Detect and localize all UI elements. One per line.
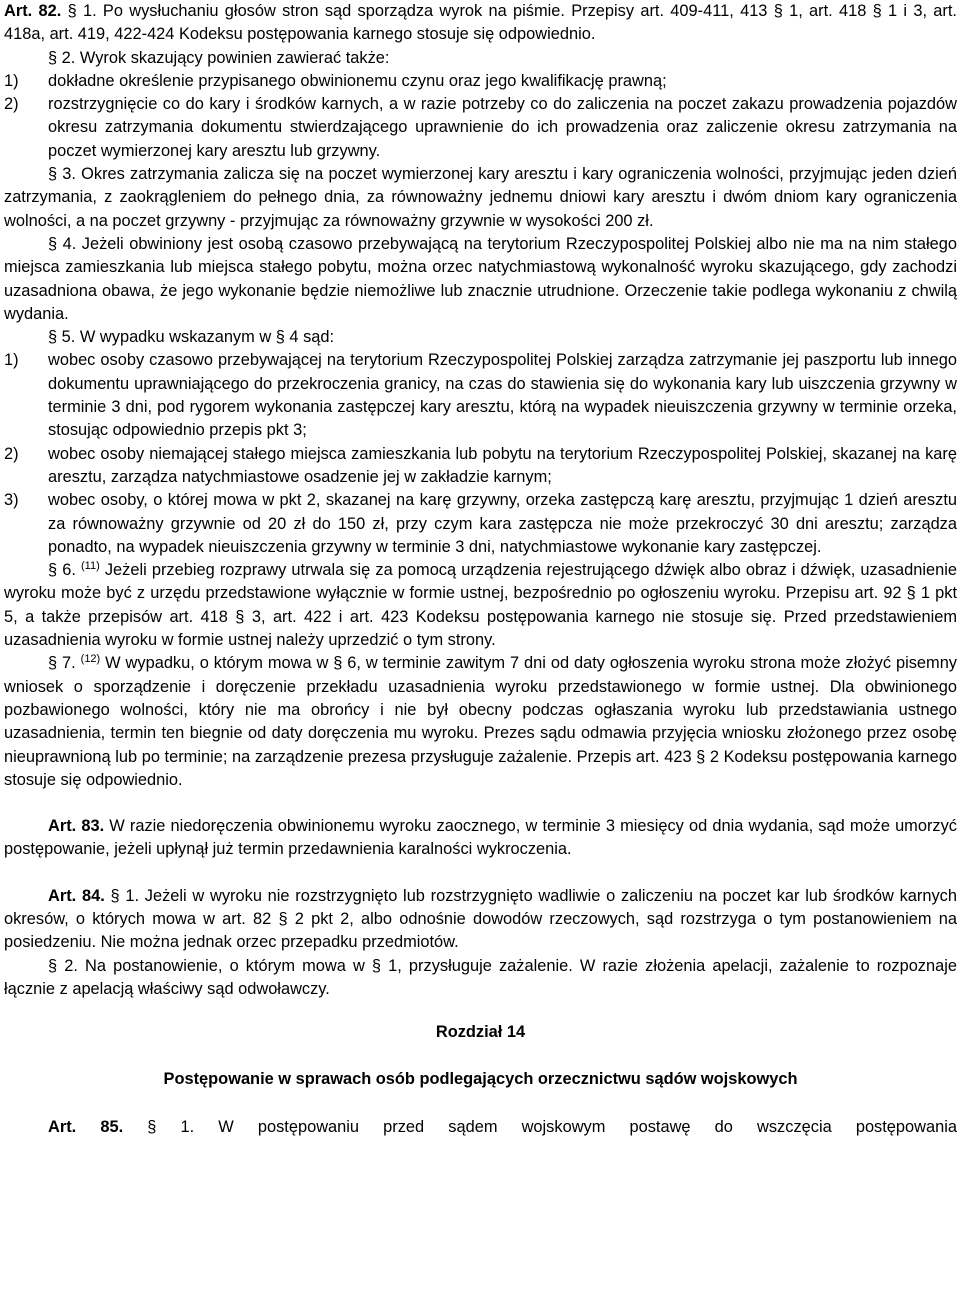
item-number: 2): [4, 95, 19, 114]
list-item: [4, 443, 957, 490]
paragraph-text: § 1. Jeżeli w wyroku nie rozstrzygnięto lub rozstrzygnięto wadliwie o zaliczeniu na poczet kar lub środków karnych okresów, o których mowa w art. 82 § 2 pkt 2, albo odnośnie dowodów rzeczowych, sąd rozstrzyga o tym postanowieniem na posiedzeniu. Nie można jednak orzec przepadku przedmiotów.: [4, 886, 957, 952]
art-82-par-7: [4, 652, 957, 792]
item-number: 2): [4, 444, 19, 463]
item-text: rozstrzygnięcie co do kary i środków karnych, a w razie potrzeby co do zaliczenia na poczet zakazu prowadzenia pojazdów okresu zatrzymania dokumentu stwierdzającego uprawnienie do ich prowadzenia oraz zaliczenie okresu zatrzymania na poczet wymierzonej kary aresztu lub grzywny.: [48, 95, 957, 160]
article-heading: Art. 82.: [4, 2, 62, 20]
footnote-ref: (12): [80, 653, 101, 666]
list-item: [4, 349, 957, 442]
item-text: wobec osoby niemającej stałego miejsca zamieszkania lub pobytu na terytorium Rzeczypospolitej Polskiej, skazanej na karę aresztu, zarządza natychmiastowe osadzenie jej w zakładzie karnym;: [48, 444, 957, 486]
paragraph-text: Jeżeli przebieg rozprawy utrwala się za pomocą urządzenia rejestrującego dźwięk albo obraz i dźwięk, uzasadnienie wyroku może być z urzędu przedstawione wyłącznie w formie ustnej, bezpośrednio po ogłoszeniu wyroku. Przepisu art. 92 § 1 pkt 5, a także przepisów art. 418 § 3, art. 422 i art. 423 Kodeksu postępowania karnego nie stosuje się. Przed przedstawieniem uzasadnienia wyroku w formie ustnej należy uprzedzić o tym strony.: [4, 561, 958, 650]
art-82-par-6: [4, 559, 957, 652]
article-heading: Art. 84.: [48, 886, 105, 905]
paragraph-text: W razie niedoręczenia obwinionemu wyroku zaocznego, w terminie 3 miesięcy od dnia wydania, sąd może umorzyć postępowanie, jeżeli upłynął już termin przedawnienia karalności wykroczenia.: [4, 817, 957, 859]
item-number: 3): [4, 491, 19, 510]
paragraph-text: § 1. Po wysłuchaniu głosów stron sąd sporządza wyrok na piśmie. Przepisy art. 409-411, 413 § 1, art. 418 § 1 i 3, art. 418a, art. 419, 422-424 Kodeksu postępowania karnego stosuje się odpowiednio.: [4, 2, 957, 44]
item-text: wobec osoby, o której mowa w pkt 2, skazanej na karę grzywny, orzeka zastępczą karę aresztu, przyjmując 1 dzień aresztu za równoważny grzywnie od 20 zł do 150 zł, przy czym kara zastępcza nie może przekroczyć 30 dni aresztu; zarządza ponadto, na wypadek nieuiszczenia grzywny w terminie 3 dni, natychmiastowe wykonanie kary zastępczej.: [48, 491, 957, 556]
paragraph-label: § 7.: [48, 654, 76, 673]
paragraph-text: W wypadku, o którym mowa w § 6, w terminie zawitym 7 dni od daty ogłoszenia wyroku strona może złożyć pisemny wniosek o sporządzenie i doręczenie przekładu uzasadnienia wyroku przedstawionego w formie ustnej. Dla obwinionego pozbawionego wolności, który nie ma obrońcy i nie był obecny podczas ogłaszania wyroku lub przedstawiania ustnego uzasadnienia, termin ten biegnie od daty doręczenia mu wyroku. Prezes sądu odmawia przyjęcia wniosku złożonego przez osobę nieuprawnioną lub po terminie; na zarządzenie prezesa przysługuje zażalenie. Przepis art. 423 § 2 Kodeksu postępowania karnego stosuje się odpowiednio.: [4, 654, 957, 789]
footnote-ref: (11): [81, 560, 100, 573]
article-heading: Art. 85.: [48, 1117, 124, 1136]
art-82-par-5: § 5. W wypadku wskazanym w § 4 sąd:: [48, 328, 335, 347]
item-text: dokładne określenie przypisanego obwinionemu czynu oraz jego kwalifikację prawną;: [48, 71, 667, 90]
list-item: [4, 489, 957, 559]
art-84-par-2: § 2. Na postanowienie, o którym mowa w § 1, przysługuje zażalenie. W razie złożenia apelacji, zażalenie to rozpoznaje łącznie z apelacją właściwy sąd odwoławczy.: [4, 956, 957, 998]
item-number: 1): [4, 71, 19, 90]
list-item: [4, 93, 957, 163]
chapter-title: Postępowanie w sprawach osób podlegających orzecznictwu sądów wojskowych: [163, 1070, 798, 1089]
item-number: 1): [4, 351, 19, 370]
list-item: [4, 70, 957, 93]
article-heading: Art. 83.: [48, 817, 105, 836]
art-83: [4, 815, 957, 862]
paragraph-label: § 6.: [48, 561, 76, 580]
art-82-par-4: § 4. Jeżeli obwiniony jest osobą czasowo przebywającą na terytorium Rzeczypospolitej Polskiej albo nie ma na nim stałego miejsca zamieszkania lub miejsca stałego pobytu, można orzec natychmiastową wykonalność wyroku skazującego, gdy zachodzi uzasadniona obawa, że jego wykonanie będzie niemożliwe lub znacznie utrudnione. Orzeczenie takie podlega wykonaniu z chwilą wydania.: [4, 234, 957, 323]
document-body: [4, 0, 957, 1139]
art-85: [4, 1116, 957, 1139]
chapter-label: Rozdział 14: [435, 1023, 526, 1042]
art-82-par-3: § 3. Okres zatrzymania zalicza się na poczet wymierzonej kary aresztu i kary ograniczenia wolności, przyjmując jeden dzień zatrzymania, z zaokrągleniem do pełnego dnia, za równoważny jednemu dniowi kary aresztu i dwóm dniom kary ograniczenia wolności, a na poczet grzywny - przyjmując za równoważny grzywnie w wysokości 200 zł.: [4, 165, 957, 230]
art-84-par-1: [4, 885, 957, 955]
art-82-par-2: § 2. Wyrok skazujący powinien zawierać także:: [48, 48, 390, 67]
art-82-par-1: [4, 0, 957, 47]
item-text: wobec osoby czasowo przebywającej na terytorium Rzeczypospolitej Polskiej zarządza zatrzymanie jej paszportu lub innego dokumentu uprawniającego do przekroczenia granicy, na czas do stawienia się do wykonania kary lub uiszczenia grzywny w terminie 3 dni, pod rygorem wykonania zastępczej kary aresztu, którą na wypadek nieuiszczenia grzywny w terminie orzeka, stosując odpowiednio przepis pkt 3;: [48, 351, 957, 440]
paragraph-text: § 1. W postępowaniu przed sądem wojskowym postawę do wszczęcia postępowania: [147, 1117, 957, 1136]
